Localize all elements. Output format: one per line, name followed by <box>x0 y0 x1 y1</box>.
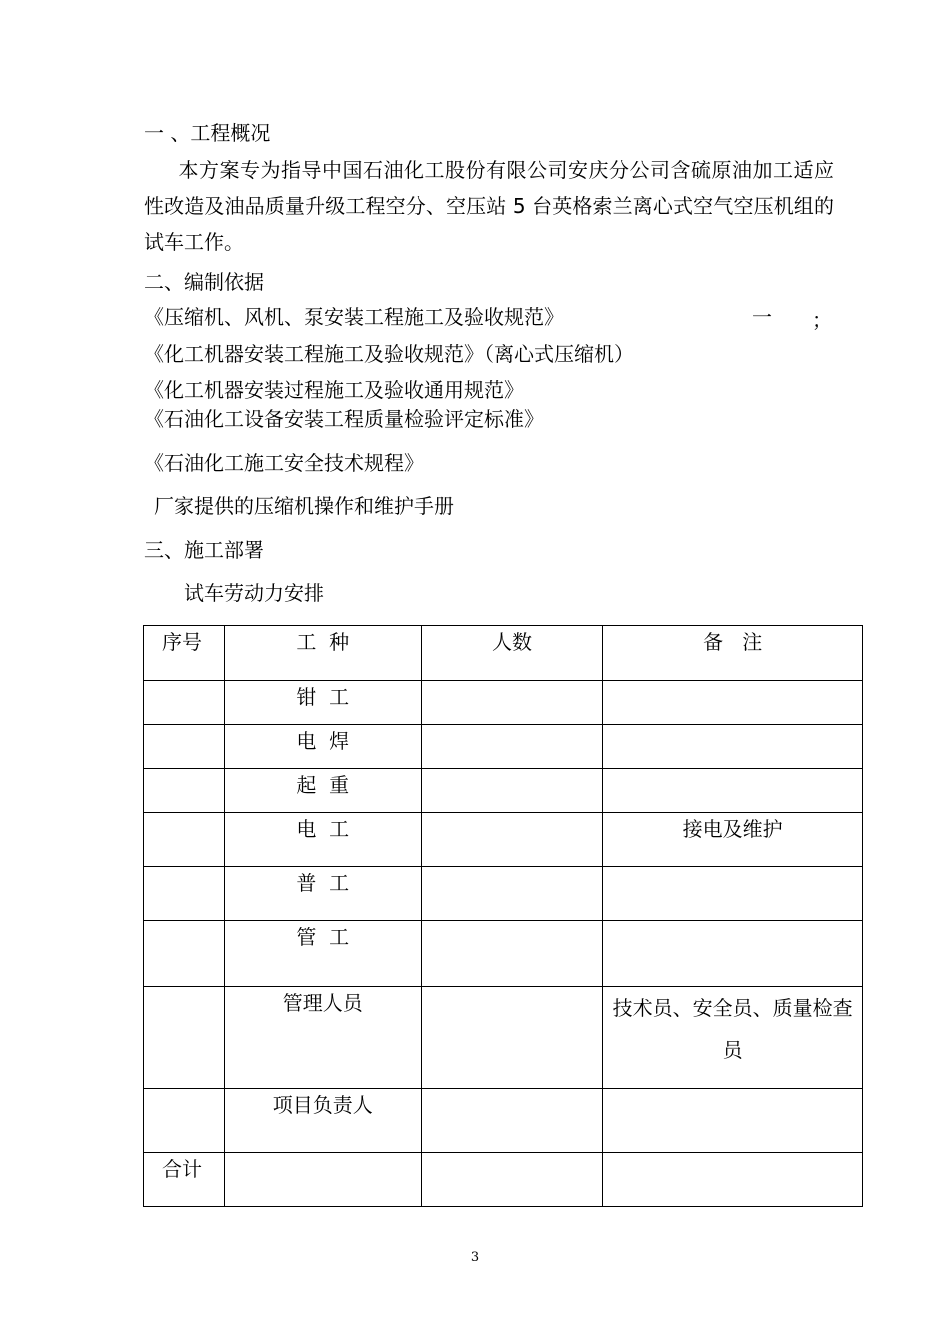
trade-label: 钳 工 <box>296 685 350 709</box>
header-trade-cell <box>224 626 421 681</box>
note-text <box>603 867 862 871</box>
trade-label: 管理人员 <box>282 991 363 1015</box>
table-row <box>144 769 863 813</box>
reference-item-1-semicolon: ； <box>812 308 832 332</box>
section1-body-text: 本方案专为指导中国石油化工股份有限公司安庆分公司含硫原油加工适应性改造及油品质量升级工程空分、空压站 5 台英格索兰离心式空气空压机组的试车工作。 <box>144 158 834 254</box>
count-cell <box>421 987 603 1089</box>
seq-cell <box>144 867 225 921</box>
count-cell <box>421 813 603 867</box>
note-text <box>603 725 862 729</box>
trade-cell <box>224 681 421 725</box>
count-cell <box>421 681 603 725</box>
trade-label: 项目负责人 <box>272 1093 373 1117</box>
trade-cell <box>224 921 421 987</box>
note-cell <box>603 725 863 769</box>
trade-label: 起 重 <box>296 773 350 797</box>
header-count-cell <box>421 626 603 681</box>
seq-cell <box>144 725 225 769</box>
trade-cell <box>224 987 421 1089</box>
reference-item-5: 《石油化工施工安全技术规程》 <box>144 451 424 475</box>
table-row <box>144 867 863 921</box>
table-row <box>144 987 863 1089</box>
table-row <box>144 921 863 987</box>
section2-heading: 二、编制依据 <box>144 270 264 294</box>
section3-subheading: 试车劳动力安排 <box>184 581 324 605</box>
count-cell <box>421 1089 603 1153</box>
trade-label: 电 工 <box>296 817 350 841</box>
note-text: 技术员、安全员、质量检查员 <box>612 996 853 1062</box>
trade-label: 管 工 <box>296 925 350 949</box>
note-cell <box>603 867 863 921</box>
header-count: 人数 <box>492 630 532 654</box>
reference-item-2: 《化工机器安装工程施工及验收规范》（离心式压缩机） <box>144 342 634 366</box>
note-text: 接电及维护 <box>682 817 783 841</box>
section1-heading: 一 、工程概况 <box>144 121 271 145</box>
table-row <box>144 813 863 867</box>
seq-cell <box>144 921 225 987</box>
note-cell <box>603 769 863 813</box>
page-number: 3 <box>470 1250 480 1265</box>
total-label: 合计 <box>162 1157 202 1181</box>
trade-label: 电 焊 <box>296 729 350 753</box>
table-row <box>144 1089 863 1153</box>
section1-body <box>144 152 834 260</box>
trade-label: 普 工 <box>296 871 350 895</box>
reference-item-1: 《压缩机、风机、泵安装工程施工及验收规范》 <box>144 305 564 329</box>
section3-heading: 三、施工部署 <box>144 538 264 562</box>
total-count-cell <box>421 1153 603 1207</box>
trade-cell <box>224 1089 421 1153</box>
seq-cell <box>144 769 225 813</box>
header-note: 备 注 <box>703 630 763 654</box>
table-total-row <box>144 1153 863 1207</box>
count-cell <box>421 769 603 813</box>
note-cell <box>603 987 863 1089</box>
note-text <box>603 769 862 773</box>
reference-item-6: 厂家提供的压缩机操作和维护手册 <box>154 494 454 518</box>
header-note-cell <box>603 626 863 681</box>
note-text <box>603 921 862 925</box>
trade-cell <box>224 867 421 921</box>
seq-cell <box>144 1089 225 1153</box>
total-label-cell <box>144 1153 225 1207</box>
note-cell <box>603 813 863 867</box>
count-cell <box>421 867 603 921</box>
table-row <box>144 725 863 769</box>
seq-cell <box>144 987 225 1089</box>
reference-item-1-dash: 一 <box>752 305 772 329</box>
header-seq: 序号 <box>162 630 202 654</box>
count-cell <box>421 921 603 987</box>
count-cell <box>421 725 603 769</box>
table-header-row <box>144 626 863 681</box>
header-trade: 工 种 <box>296 630 350 654</box>
total-note-cell <box>603 1153 863 1207</box>
note-cell <box>603 1089 863 1153</box>
labor-table <box>143 625 863 1207</box>
reference-item-3: 《化工机器安装过程施工及验收通用规范》 <box>144 378 524 402</box>
trade-cell <box>224 813 421 867</box>
note-text <box>603 1089 862 1093</box>
note-cell <box>603 921 863 987</box>
seq-cell <box>144 681 225 725</box>
seq-cell <box>144 813 225 867</box>
note-text <box>603 681 862 685</box>
reference-item-4: 《石油化工设备安装工程质量检验评定标准》 <box>144 407 544 431</box>
table-row <box>144 681 863 725</box>
total-trade-cell <box>224 1153 421 1207</box>
trade-cell <box>224 725 421 769</box>
trade-cell <box>224 769 421 813</box>
header-seq-cell <box>144 626 225 681</box>
note-cell <box>603 681 863 725</box>
